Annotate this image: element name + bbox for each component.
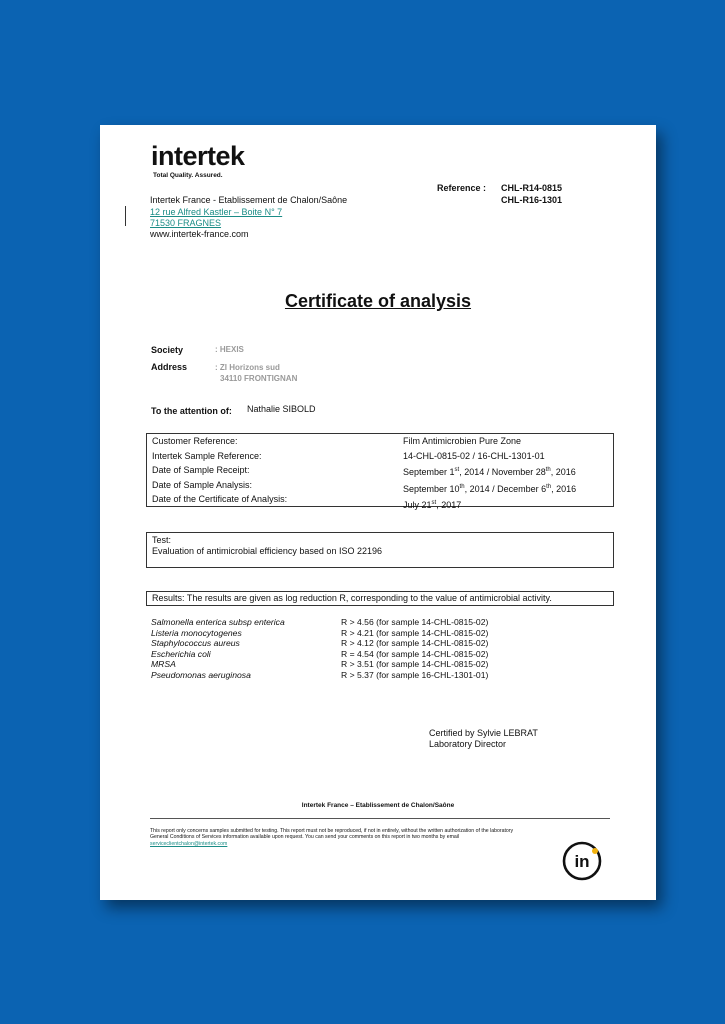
info-label: Intertek Sample Reference: xyxy=(152,450,262,461)
result-value: R > 4.21 (for sample 14-CHL-0815-02) xyxy=(341,627,489,638)
signatory-role: Laboratory Director xyxy=(429,739,507,749)
organism-list xyxy=(151,617,285,680)
result-values xyxy=(341,617,488,680)
website-link[interactable]: www.intertek-france.com xyxy=(150,229,249,239)
society-value: : HEXIS xyxy=(215,345,244,354)
info-value: July 21st, 2017 xyxy=(403,500,462,510)
certified-by: Certified by Sylvie LEBRAT xyxy=(429,728,538,738)
result-value: R = 4.54 (for sample 14-CHL-0815-02) xyxy=(341,648,489,659)
contact-email[interactable]: serviceclientchalon@intertek.com xyxy=(150,840,228,847)
intertek-badge-icon xyxy=(562,841,602,881)
attention-label: To the attention of: xyxy=(151,406,232,416)
reference-value-2: CHL-R16-1301 xyxy=(501,195,563,205)
result-value: R > 3.51 (for sample 14-CHL-0815-02) xyxy=(341,659,489,669)
reference-label: Reference : xyxy=(437,183,487,193)
attention-value: Nathalie SIBOLD xyxy=(247,404,316,414)
company-name: Intertek France - Etablissement de Chalon/Saône xyxy=(150,195,348,205)
info-labels xyxy=(152,434,287,507)
certificate-page xyxy=(100,125,656,900)
info-values xyxy=(403,434,576,513)
logo-tagline: Total Quality. Assured. xyxy=(153,172,223,179)
info-label: Date of the Certificate of Analysis: xyxy=(152,494,288,504)
info-label: Date of Sample Receipt: xyxy=(152,465,250,475)
organism-name: Pseudomonas aeruginosa xyxy=(151,669,251,680)
info-value: Film Antimicrobien Pure Zone xyxy=(403,436,522,446)
organism-name: Escherichia coli xyxy=(151,648,211,659)
organism-name: Staphylococcus aureus xyxy=(151,638,240,648)
result-value: R > 5.37 (for sample 16-CHL-1301-01) xyxy=(341,669,489,680)
footer-divider xyxy=(150,818,610,819)
info-label: Date of Sample Analysis: xyxy=(152,479,253,490)
info-label: Customer Reference: xyxy=(152,436,238,446)
result-value: R > 4.56 (for sample 14-CHL-0815-02) xyxy=(341,617,489,627)
margin-mark xyxy=(125,206,126,226)
reference-value-1: CHL-R14-0815 xyxy=(501,183,563,193)
client-address-line-1: : ZI Horizons sud xyxy=(215,363,280,372)
sample-info-table xyxy=(146,433,614,510)
address-line-1[interactable]: 12 rue Alfred Kastler – Boite N° 7 xyxy=(150,207,283,217)
disclaimer-line-2: General Conditions of Services information available upon request. You can send your comments on this report in two months by email xyxy=(150,834,460,841)
results-header-box xyxy=(146,591,614,606)
address-label: Address xyxy=(151,362,188,372)
organism-name: Listeria monocytogenes xyxy=(151,627,242,638)
address-line-2[interactable]: 71530 FRAGNES xyxy=(150,218,222,228)
client-address-line-2: 34110 FRONTIGNAN xyxy=(220,374,298,383)
test-description: Evaluation of antimicrobial efficiency based on ISO 22196 xyxy=(152,546,382,556)
organism-name: MRSA xyxy=(151,659,176,669)
page-title: Certificate of analysis xyxy=(284,291,472,311)
intertek-logo: intertek xyxy=(151,141,245,171)
badge-text: in xyxy=(574,852,590,871)
test-box xyxy=(146,532,614,568)
test-label: Test: xyxy=(152,535,172,545)
disclaimer xyxy=(150,828,600,847)
organism-name: Salmonella enterica subsp enterica xyxy=(151,617,285,627)
footer-company: Intertek France – Etablissement de Chalon/Saône xyxy=(301,802,455,809)
info-value: September 1st, 2014 / November 28th, 2016 xyxy=(403,467,576,477)
result-value: R > 4.12 (for sample 14-CHL-0815-02) xyxy=(341,638,489,648)
info-value: 14-CHL-0815-02 / 16-CHL-1301-01 xyxy=(403,450,545,461)
info-value: September 10th, 2014 / December 6th, 2016 xyxy=(403,483,577,494)
results-header: Results: The results are given as log reduction R, corresponding to the value of antimicrobial activity. xyxy=(152,593,552,603)
society-label: Society xyxy=(151,345,184,355)
disclaimer-line-1: This report only concerns samples submitted for testing. This report must not be reproduced, if not in entirely, without the written authorization of the laboratory xyxy=(150,828,514,834)
